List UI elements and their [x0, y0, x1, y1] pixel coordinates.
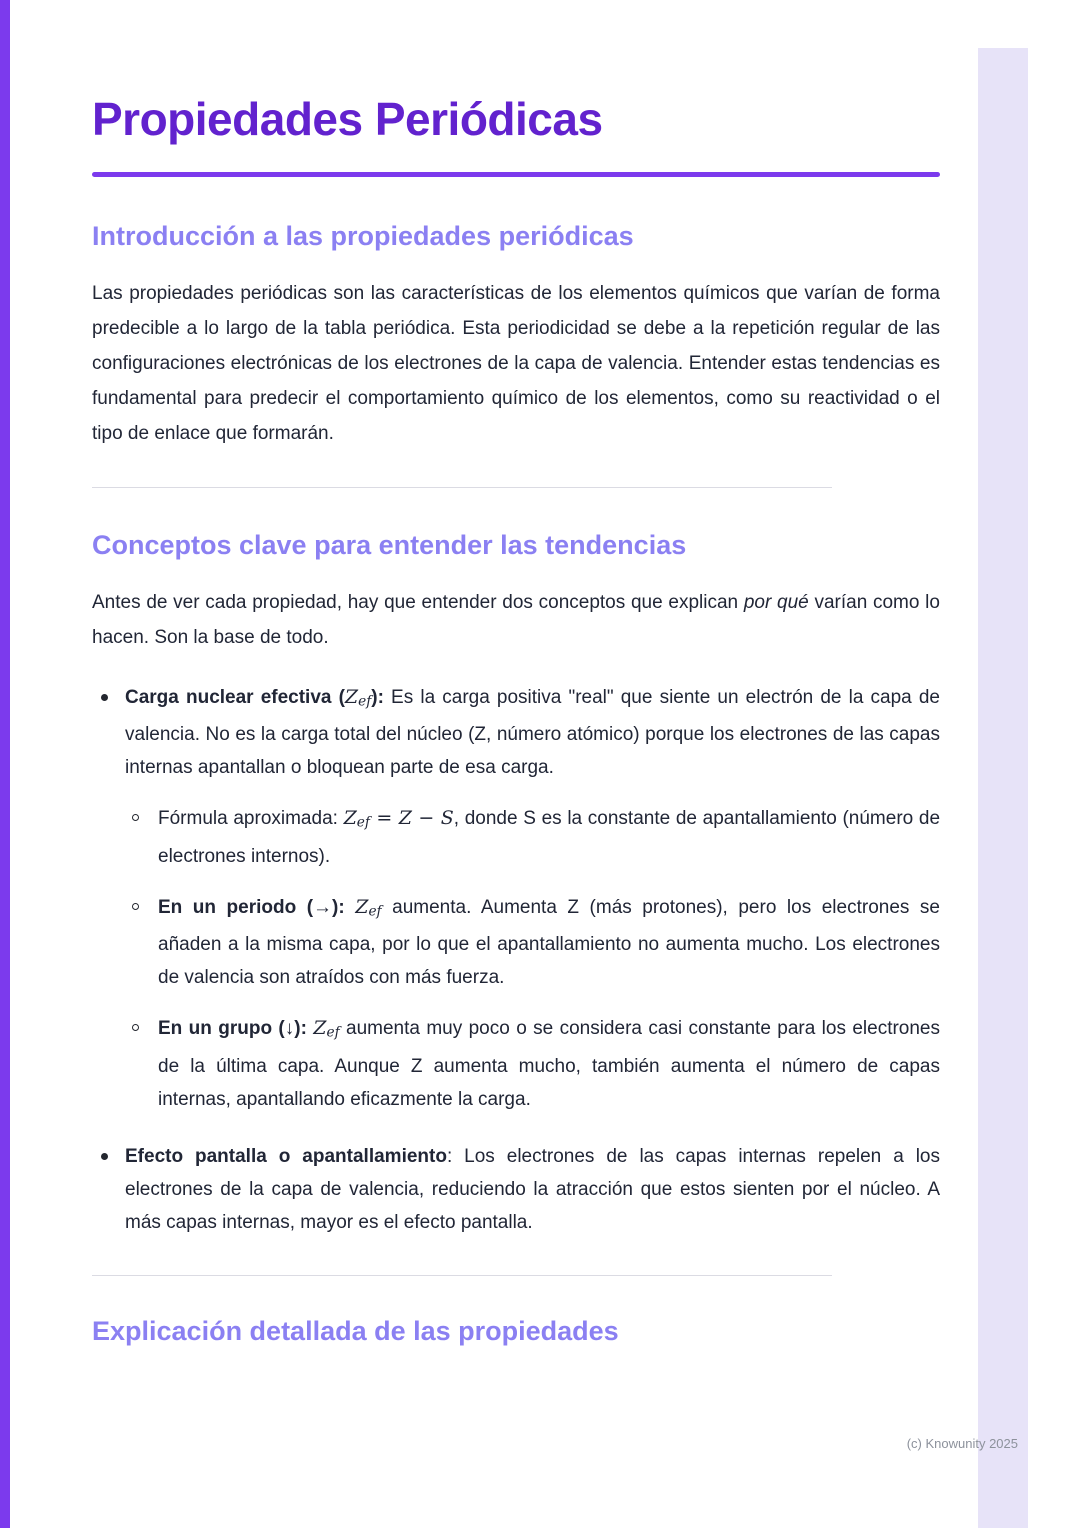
- bullet-disc-icon: [101, 694, 108, 701]
- section-divider: [92, 487, 832, 488]
- content-column: [92, 0, 940, 1347]
- intro-paragraph: Las propiedades periódicas son las características de los elementos químicos que varían de forma predecible a lo largo de la tabla periódica. Esta periodicidad se debe a la repetición regular de las configuraciones electrónicas de los electrones de la capa de valencia. Entender estas tendencias es fundamental para predecir el comportamiento químico de los elementos, como su reactividad o el tipo de enlace que formarán.: [92, 283, 940, 444]
- footer-credit: (c) Knowunity 2025: [906, 1436, 1018, 1451]
- section-heading-explicacion: Explicación detallada de las propiedades: [92, 1315, 619, 1346]
- left-accent-bar: [0, 0, 10, 1528]
- list-item-text: Carga nuclear efectiva (Zef): Es la carga positiva "real" que siente un electrón de la capa de valencia. No es la carga total del núcleo (Z, número atómico) porque los electrones de las capas internas apantallan o bloquean parte de esa carga.: [125, 686, 940, 779]
- list-item-text: En un periodo (→): Zef aumenta. Aumenta Z (más protones), pero los electrones se añaden a la misma capa, por lo que el apantallamiento no aumenta mucho. Los electrones de valencia son atraídos con más fuerza.: [158, 895, 940, 989]
- list-item-text: En un grupo (↓): Zef aumenta muy poco o se considera casi constante para los electrones de la última capa. Aunque Z aumenta mucho, también aumenta el número de capas internas, apantallando eficazmente la carga.: [158, 1017, 940, 1110]
- bullet-circle-icon: [132, 1024, 139, 1031]
- list-item-formula: [125, 802, 940, 872]
- section-explicacion: [92, 1316, 940, 1347]
- carga-sublist: [125, 802, 940, 1115]
- section-introduccion: [92, 221, 940, 451]
- section-heading-conceptos: Conceptos clave para entender las tendencias: [92, 530, 687, 560]
- list-item-text: Efecto pantalla o apantallamiento: Los electrones de las capas internas repelen a los electrones de la capa de valencia, reduciendo la atracción que estos sienten por el núcleo. A más capas internas, mayor es el efecto pantalla.: [125, 1145, 940, 1233]
- conceptos-lead-paragraph: Antes de ver cada propiedad, hay que entender dos conceptos que explican por qué varían como lo hacen. Son la base de todo.: [92, 592, 940, 648]
- bullet-circle-icon: [132, 814, 139, 821]
- bullet-disc-icon: [101, 1153, 108, 1160]
- list-item-efecto-pantalla: [92, 1140, 940, 1239]
- list-item-periodo: [125, 891, 940, 994]
- right-accent-strip: [978, 48, 1028, 1528]
- section-conceptos: [92, 530, 940, 1239]
- list-item-text: Fórmula aproximada: Zef = Z − S, donde S es la constante de apantallamiento (número de electrones internos).: [158, 807, 941, 867]
- section-heading-introduccion: Introducción a las propiedades periódicas: [92, 221, 634, 251]
- title-underline: [92, 172, 940, 177]
- bullet-circle-icon: [132, 903, 139, 910]
- concepts-list: [92, 681, 940, 1239]
- list-item-carga-nuclear: [92, 681, 940, 1116]
- list-item-grupo: [125, 1012, 940, 1115]
- section-divider: [92, 1275, 832, 1276]
- page-title: Propiedades Periódicas: [92, 93, 603, 145]
